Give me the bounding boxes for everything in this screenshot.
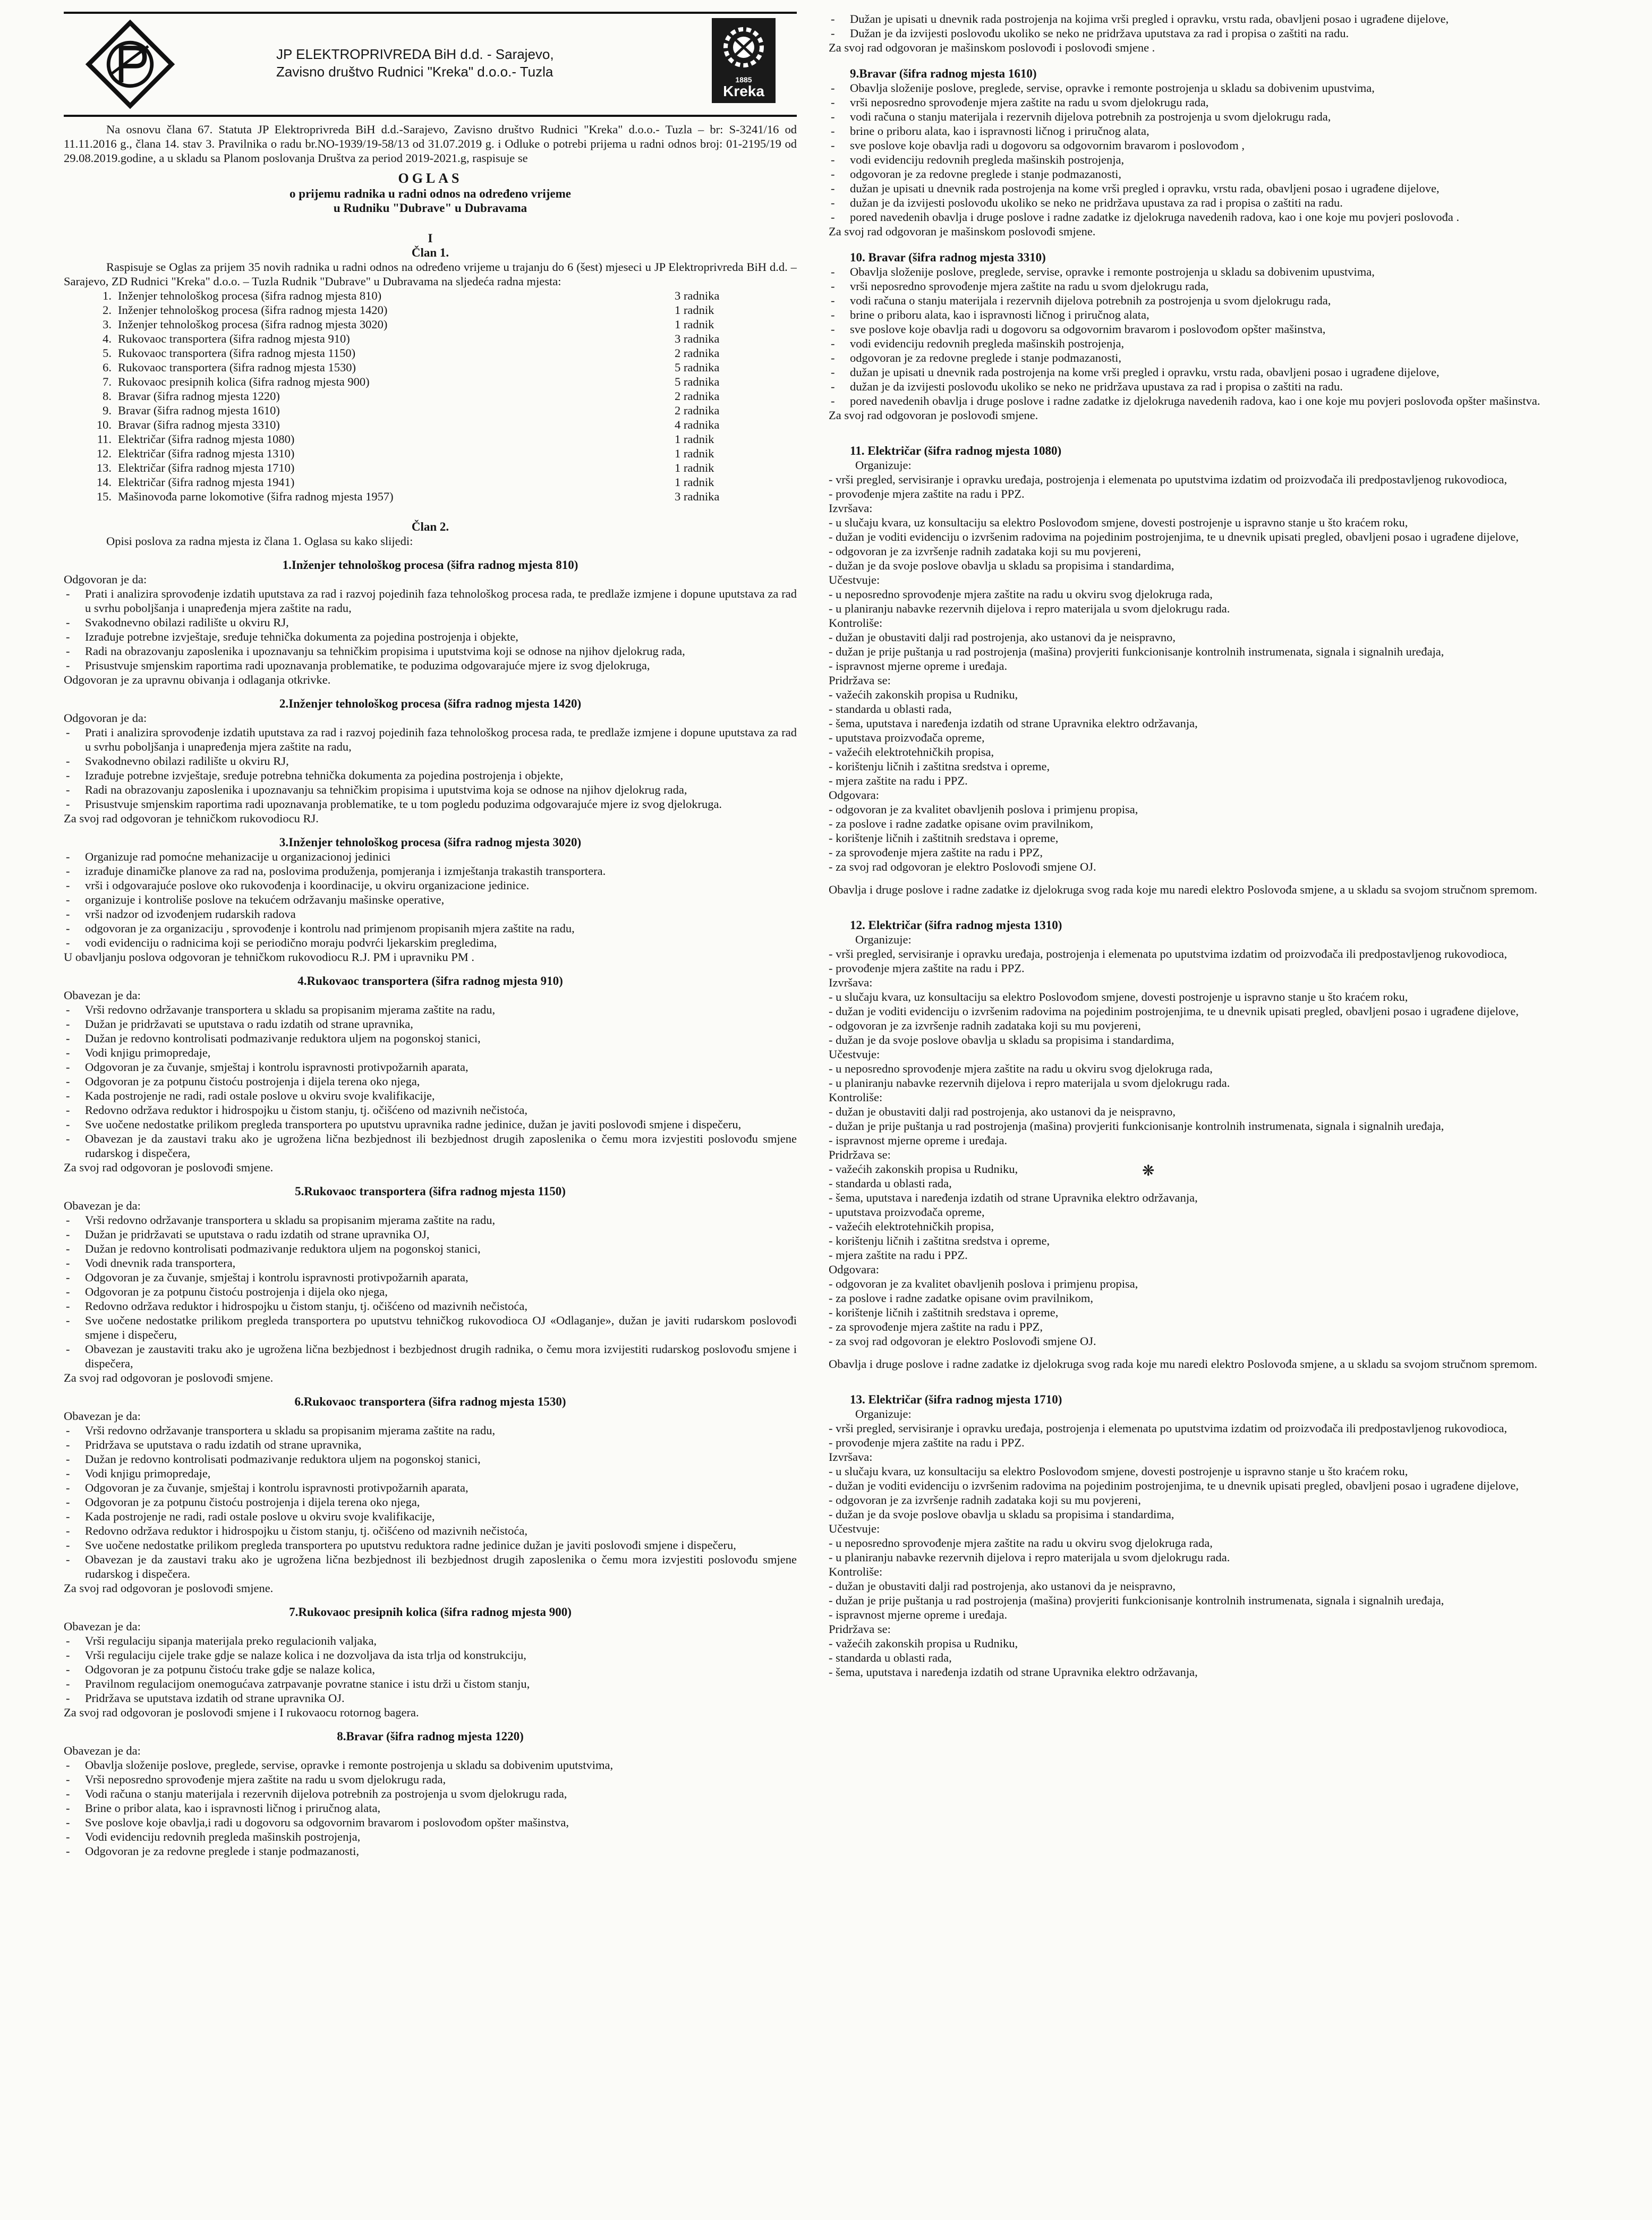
duty-item: - Pridržava se uputstava izdatih od strane upravnika OJ.	[64, 1691, 797, 1705]
duty-line: - uputstava proizvođača opreme,	[829, 731, 985, 744]
section-roman: I	[428, 232, 433, 245]
duty-item: - organizuje i kontroliše poslove na tekućem održavanju mašinske operative,	[64, 892, 797, 907]
position-count: 1 radnik	[675, 432, 714, 446]
duty-line: - vrši pregled, servisiranje i opravku uređaja, postrojenja i elemenata po uputstvima izdatim od proizvođača ili predpostavljenog rukovodioca,	[829, 947, 1508, 960]
duty-item: - dužan je upisati u dnevnik rada postrojenja na kome vrši pregled i opravku, vrstu rada, obavljeni posao i ugrađene dijelove,	[829, 181, 1583, 195]
duty-line: - standarda u oblasti rada,	[829, 1651, 952, 1664]
duty-item: - Kada postrojenje ne radi, radi ostale poslove u okviru svoje kvalifikacije,	[64, 1088, 797, 1103]
section-responsibility: Za svoj rad odgovoran je mašinskom poslovođi smjene.	[829, 225, 1096, 238]
duty-line: - korištenju ličnih i zaštitna sredstva i opreme,	[829, 1234, 1050, 1247]
position-number: 10.	[96, 418, 112, 431]
duty-line: - korištenju ličnih i zaštitna sredstva i opreme,	[829, 760, 1050, 773]
duty-line: - u planiranju nabavke rezervnih dijelova i repro materijala u svom djelokrugu rada.	[829, 602, 1230, 615]
logo-year: 1885	[735, 75, 752, 84]
position-row	[64, 346, 797, 360]
duty-item: - Radi na obrazovanju zaposlenika i upoznavanju sa tehničkim propisima i uputstvima koja se odnose na njihov djelokrug rada,	[64, 782, 797, 797]
duty-item: - Obavezan je da zaustavi traku ako je ugrožena lična bezbjednost ili bezbjednost drugih zaposlenika o čemu mora izvjestiti poslovođu smjene rudarskog i dispečera.	[64, 1552, 797, 1581]
duty-item: - vodi evidenciju o radnicima koji se periodično moraju podvrći ljekarskim pregledima,	[64, 935, 797, 950]
position-count: 1 radnik	[675, 318, 714, 331]
duty-item: - vodi računa o stanju materijala i rezervnih dijelova potrebnih za postrojenja u svom djelokrugu rada,	[829, 293, 1583, 308]
duty-item: - Vodi knjigu primopredaje,	[64, 1045, 797, 1060]
duty-line: - dužan je prije puštanja u rad postrojenja (mašina) provjeriti funkcionisanje kontrolnih instrumenata, signala i signalnih uređaja,	[829, 1119, 1444, 1133]
right-column	[829, 12, 1583, 2216]
duty-line: - šema, uputstava i naređenja izdatih od strane Upravnika elektro održavanja,	[829, 1191, 1198, 1204]
section-responsibility: Za svoj rad odgovoran je poslovođi smjene i I rukovaocu rotornog bagera.	[64, 1706, 419, 1719]
duty-line: - u slučaju kvara, uz konsultaciju sa elektro Poslovođom smjene, dovesti postrojenje u ispravno stanje u što kraćem roku,	[829, 1465, 1408, 1478]
duty-line: - dužan je voditi evidenciju o izvršenim radovima na pojedinim postrojenjima, te u dnevnik upisati pregled, obavljeni posao i ugrađene dijelove,	[829, 530, 1519, 543]
duty-line: - važećih elektrotehničkih propisa,	[829, 1220, 994, 1233]
article-2-text: Opisi poslova za radna mjesta iz člana 1. Oglasa su kako slijedi:	[106, 534, 413, 548]
position-name: Električar (šifra radnog mjesta 1710)	[118, 461, 295, 474]
duty-item: - vrši nadzor od izvođenjem rudarskih radova	[64, 907, 797, 921]
duty-item: - Brine o pribor alata, kao i ispravnosti ličnog i priručnog alata,	[64, 1801, 797, 1815]
duty-item: - Odgovoran je za čuvanje, smještaj i kontrolu ispravnosti protivpožarnih aparata,	[64, 1060, 797, 1074]
section-intro: Obavezan je da:	[64, 989, 141, 1002]
duty-item: - dužan je da izvijesti poslovođu ukoliko se neko ne pridržava upustava za rad i propisa o zaštiti na radu.	[829, 379, 1583, 394]
section-heading: 2.Inženjer tehnološkog procesa (šifra radnog mjesta 1420)	[279, 697, 582, 710]
article-1-heading: Član 1.	[411, 246, 449, 259]
duty-list	[829, 81, 1583, 224]
duty-item: - odgovoran je za redovne preglede i stanje podmazanosti,	[829, 351, 1583, 365]
position-row	[64, 389, 797, 403]
duty-line: - provođenje mjera zaštite na radu i PPZ.	[829, 1436, 1025, 1449]
duty-item: - Vrši regulaciju cijele trake gdje se nalaze kolica i ne dozvoljava da ista trlja od konstrukciju,	[64, 1648, 797, 1662]
duty-line: - za sprovođenje mjera zaštite na radu i PPZ,	[829, 846, 1043, 859]
duty-item: - vrši i odgovarajuće poslove oko rukovođenja i koordinacije, u okviru organizacione jedinice.	[64, 878, 797, 892]
left-column	[64, 12, 797, 2211]
kreka-logo	[712, 18, 776, 103]
duty-item: - odgovoran je za redovne preglede i stanje podmazanosti,	[829, 167, 1583, 181]
positions-list	[64, 288, 797, 504]
duty-item: - Dužan je redovno kontrolisati podmazivanje reduktora uljem na pogonskoj stanici,	[64, 1241, 797, 1256]
company-logo-icon	[85, 19, 175, 109]
duty-item: - Vodi knjigu primopredaje,	[64, 1466, 797, 1481]
position-row	[64, 375, 797, 389]
duty-item: - Odgovoran je za potpunu čistoću postrojenja i dijela terena oko njega,	[64, 1074, 797, 1088]
duty-line: - korištenje ličnih i zaštitnih sredstava i opreme,	[829, 1306, 1059, 1319]
duty-line: - u planiranju nabavke rezervnih dijelova i repro materijala u svom djelokrugu rada.	[829, 1551, 1230, 1564]
notice-subtitle-2: u Rudniku "Dubrave" u Dubravama	[333, 201, 527, 215]
section-heading: 10. Bravar (šifra radnog mjesta 3310)	[850, 251, 1046, 264]
position-count: 1 radnik	[675, 461, 714, 474]
duty-line: Učestvuje:	[829, 1048, 880, 1061]
notice-subtitle-1: o prijemu radnika u radni odnos na određeno vrijeme	[289, 187, 571, 200]
duty-line: - provođenje mjera zaštite na radu i PPZ.	[829, 487, 1025, 500]
duty-item: - Dužan je da izvijesti poslovođu ukoliko se neko ne pridržava uputstava za rad i propisa o zaštiti na radu.	[829, 26, 1583, 40]
duty-line: - korištenje ličnih i zaštitnih sredstava i opreme,	[829, 831, 1059, 845]
section-intro: Obavezan je da:	[64, 1620, 141, 1633]
section-responsibility: Za svoj rad odgovoran je poslovođi smjene.	[64, 1581, 274, 1595]
position-number: 13.	[96, 461, 112, 474]
header-divider	[64, 115, 797, 117]
duty-line: - standarda u oblasti rada,	[829, 702, 952, 716]
duty-line: Kontroliše:	[829, 1091, 883, 1104]
duty-line: - dužan je voditi evidenciju o izvršenim radovima na pojedinim postrojenjima, te u dnevnik upisati pregled, obavljeni posao i ugrađene dijelove,	[829, 1005, 1519, 1018]
duty-item: - Vrši redovno održavanje transportera u skladu sa propisanim mjerama zaštite na radu,	[64, 1213, 797, 1227]
position-row	[64, 475, 797, 489]
position-row	[64, 360, 797, 375]
duty-item: - Vrši redovno održavanje transportera u skladu sa propisanim mjerama zaštite na radu,	[64, 1423, 797, 1438]
duty-line: - ispravnost mjerne opreme i uređaja.	[829, 1134, 1008, 1147]
position-number: 9.	[103, 404, 112, 417]
section-responsibility: U obavljanju poslova odgovoran je tehničkom rukovodiocu R.J. PM i upravniku PM .	[64, 950, 475, 964]
duty-line: Odgovara:	[829, 788, 879, 802]
position-count: 5 radnika	[675, 361, 720, 374]
position-count: 3 radnika	[675, 490, 720, 503]
duty-item: - vrši neposredno sprovođenje mjera zaštite na radu u svom djelokrugu rada,	[829, 279, 1583, 293]
duty-line: - odgovoran je za izvršenje radnih zadataka koji su mu povjereni,	[829, 545, 1141, 558]
position-number: 15.	[96, 490, 112, 503]
duty-line: - u neposredno sprovođenje mjera zaštite na radu u okviru svog djelokruga rada,	[829, 1062, 1213, 1075]
position-name: Bravar (šifra radnog mjesta 3310)	[118, 418, 280, 431]
position-row	[64, 403, 797, 418]
duty-item: - Obavezan je da zaustavi traku ako je ugrožena lična bezbjednost ili bezbjednost drugih zaposlenika o čemu mora izvjestiti poslovođu smjene rudarskog i dispečera,	[64, 1132, 797, 1160]
position-number: 1.	[103, 289, 112, 302]
duty-item: - pored navedenih obavlja i druge poslove i radne zadatke iz djelokruga navedenih radova, kao i one koje mu povjeri poslovođa .	[829, 210, 1583, 224]
position-number: 4.	[103, 332, 112, 345]
position-number: 2.	[103, 303, 112, 317]
position-count: 1 radnik	[675, 475, 714, 489]
section-responsibility: Odgovoran je za upravnu obivanja i odlaganja otkrivke.	[64, 673, 331, 686]
duty-item: - Obavlja složenije poslove, preglede, servise, opravke i remonte postrojenja u skladu sa dobivenim upustvima,	[829, 81, 1583, 95]
duty-line: - dužan je da svoje poslove obavlja u skladu sa propisima i standardima,	[829, 1508, 1174, 1521]
duty-line: Kontroliše:	[829, 616, 883, 630]
duty-line: - u planiranju nabavke rezervnih dijelova i repro materijala u svom djelokrugu rada.	[829, 1076, 1230, 1090]
duty-line: - mjera zaštite na radu i PPZ.	[829, 774, 968, 787]
section-heading: 11. Električar (šifra radnog mjesta 1080)	[850, 444, 1062, 457]
position-name: Inženjer tehnološkog procesa (šifra radnog mjesta 1420)	[118, 303, 388, 317]
duty-line: - dužan je da svoje poslove obavlja u skladu sa propisima i standardima,	[829, 1033, 1174, 1047]
duty-item: - pored navedenih obavlja i druge poslove i radne zadatke iz djelokruga navedenih radova, kao i one koje mu povjeri poslovođa opštег mašinstva.	[829, 394, 1583, 408]
duty-item: - Sve uočene nedostatke prilikom pregleda transportera po uputstvu reduktora radne jedinice dužan je javiti poslovođi smjene i dispečeru,	[64, 1538, 797, 1552]
company-name	[276, 46, 554, 81]
letterhead	[64, 12, 797, 115]
duty-item: - sve poslove koje obavlja radi u dogovoru sa odgovornim bravarom i poslovođom ,	[829, 138, 1583, 152]
duty-item: - Svakodnevno obilazi radilište u okviru RJ,	[64, 754, 797, 768]
duty-line: - odgovoran je za kvalitet obavljenih poslova i primjenu propisa,	[829, 803, 1138, 816]
duty-item: - Obavlja složenije poslove, preglede, servise, opravke i remonte postrojenja u skladu sa dobivenim uputstvima,	[64, 1758, 797, 1772]
duty-list	[64, 1634, 797, 1705]
duty-line: - dužan je prije puštanja u rad postrojenja (mašina) provjeriti funkcionisanje kontrolnih instrumenata, signala i signalnih uređaja,	[829, 645, 1444, 658]
position-row	[64, 461, 797, 475]
position-name: Rukovaoc presipnih kolica (šifra radnog mjesta 900)	[118, 375, 370, 388]
duty-line: - standarda u oblasti rada,	[829, 1177, 952, 1190]
position-row	[64, 432, 797, 446]
duty-line: - u neposredno sprovođenje mjera zaštite na radu u okviru svog djelokruga rada,	[829, 1536, 1213, 1550]
duty-item: - Kada postrojenje ne radi, radi ostale poslove u okviru svoje kvalifikacije,	[64, 1509, 797, 1524]
section-intro: Obavezan je da:	[64, 1409, 141, 1423]
duty-list	[64, 725, 797, 811]
section-responsibility: Za svoj rad odgovoran je poslovođi smjene.	[64, 1161, 274, 1174]
company-line-2: Zavisno društvo Rudnici "Kreka" d.o.o.- Tuzla	[276, 64, 553, 80]
duty-item: - Odgovoran je za potpunu čistoću postrojenja i dijela terena oko njega,	[64, 1495, 797, 1509]
duty-item: - Dužan je pridržavati se uputstava o radu izdatih od strane upravnika OJ,	[64, 1227, 797, 1241]
duty-line: Odgovara:	[829, 1263, 879, 1276]
position-count: 5 radnika	[675, 375, 720, 388]
section-heading: 6.Rukovaoc transportera (šifra radnog mjesta 1530)	[294, 1395, 566, 1408]
duty-line: - odgovoran je za kvalitet obavljenih poslova i primjenu propisa,	[829, 1277, 1138, 1290]
duty-item: - Pravilnom regulacijom onemogućava zatrpavanje povratne stanice i istu drži u čistom stanju,	[64, 1677, 797, 1691]
duty-item: - vodi evidenciju redovnih pregleda mašinskih postrojenja,	[829, 336, 1583, 351]
position-count: 1 radnik	[675, 447, 714, 460]
duty-item: - Organizuje rad pomoćne mehanizacije u organizacionoj jedinici	[64, 849, 797, 864]
duty-line: - za svoj rad odgovoran je elektro Poslovođi smjene OJ.	[829, 1334, 1096, 1348]
duty-line: - vrši pregled, servisiranje i opravku uređaja, postrojenja i elemenata po uputstvima izdatim od proizvođača ili predpostavljenog rukovodioca,	[829, 473, 1508, 486]
duty-item: - Obavlja složenije poslove, preglede, servise, opravke i remonte postrojenja u skladu sa dobivenim upustvima,	[829, 265, 1583, 279]
section-heading: 13. Električar (šifra radnog mjesta 1710)	[850, 1393, 1062, 1406]
spacer	[829, 1348, 1583, 1357]
section-heading: 12. Električar (šifra radnog mjesta 1310)	[850, 918, 1062, 932]
section-heading: 7.Rukovaoc presipnih kolica (šifra radnog mjesta 900)	[289, 1605, 572, 1619]
intro-paragraph: Na osnovu člana 67. Statuta JP Elektroprivreda BiH d.d.-Sarajevo, Zavisno društvo Rudnici "Kreka" d.o.o.- Tuzla – br: S-3241/16 od 11.11.2016 g., člana 14. stav 3. Pravilnika o radu br.NO-1939/19-58/13 od 31.07.2019 g. i Odluke o potrebi prijema u radni odnos broj: 01-2195/19 od 29.08.2019.godine, a u skladu sa Planom poslovanja Društva za period 2019-2021.g, raspisuje se	[64, 123, 797, 165]
section-heading: 9.Bravar (šifra radnog mjesta 1610)	[850, 67, 1037, 80]
duty-item: - Radi na obrazovanju zaposlenika i upoznavanju sa tehničkim propisima i uputstvima koji se odnose na njihov djelokrug rada,	[64, 644, 797, 658]
smudge-mark-icon: ❋	[1142, 1163, 1155, 1179]
duty-item: - Izrađuje potrebne izvještaje, sređuje tehnička dokumenta za pojedina postrojenja i objekte,	[64, 630, 797, 644]
duty-list	[64, 1758, 797, 1858]
duty-item: - Izrađuje potrebne izvještaje, sređuje potrebna tehnička dokumenta za pojedina postrojenja i objekte,	[64, 768, 797, 782]
duty-line: - za svoj rad odgovoran je elektro Poslovođi smjene OJ.	[829, 860, 1096, 873]
subsection-label: Organizuje:	[855, 458, 912, 472]
duty-line: Pridržava se:	[829, 674, 891, 687]
duty-line: - dužan je obustaviti dalji rad postrojenja, ako ustanovi da je neispravno,	[829, 1105, 1176, 1118]
position-row	[64, 317, 797, 331]
section-responsibility: Za svoj rad odgovoran je poslovođi smjene.	[64, 1371, 274, 1384]
mine-gear-icon	[712, 18, 776, 74]
duty-item: - vodi evidenciju redovnih pregleda mašinskih postrojenja,	[829, 152, 1583, 167]
position-row	[64, 446, 797, 461]
duty-item: - Prati i analizira sprovođenje izdatih uputstava za rad i razvoj pojedinih faza tehnološkog procesa rada, te predlaže izmjene i dopune uputstava za rad u svrhu poboljšanja i unapređenja mjera zaštite na radu,	[64, 725, 797, 754]
position-number: 6.	[103, 361, 112, 374]
position-name: Bravar (šifra radnog mjesta 1220)	[118, 389, 280, 403]
section-responsibility: Za svoj rad odgovoran je poslovođi smjene.	[829, 409, 1038, 422]
position-name: Rukovaoc transportera (šifra radnog mjesta 1150)	[118, 346, 356, 360]
position-name: Električar (šifra radnog mjesta 1941)	[118, 475, 295, 489]
section-intro: Odgovoran je da:	[64, 573, 147, 586]
position-row	[64, 331, 797, 346]
duty-line: Učestvuje:	[829, 573, 880, 586]
position-count: 1 radnik	[675, 303, 714, 317]
duty-line: Obavlja i druge poslove i radne zadatke iz djelokruga svog rada koje mu naredi elektro Poslovođa smjene, a u skladu sa svojom stručnom spremom.	[829, 1357, 1538, 1371]
duty-item: - Redovno održava reduktor i hidrospojku u čistom stanju, tj. očišćeno od mazivnih nečistoća,	[64, 1299, 797, 1313]
section-intro: Obavezan je da:	[64, 1744, 141, 1757]
logo-name: Kreka	[723, 83, 764, 99]
article-1-text: Raspisuje se Oglas za prijem 35 novih radnika u radni odnos na određeno vrijeme u trajanju do 6 (šest) mjeseci u JP Elektroprivreda BiH d.d. – Sarajevo, ZD Rudnici "Kreka" d.o.o. – Tuzla Rudnik "Dubrave" u Dubravama na sljedeća radna mjesta:	[64, 260, 797, 288]
position-count: 2 radnika	[675, 404, 720, 417]
elektricar-descriptions	[829, 444, 1583, 1679]
article-2-heading: Član 2.	[411, 520, 449, 533]
duty-line: - odgovoran je za izvršenje radnih zadataka koji su mu povjereni,	[829, 1019, 1141, 1032]
section-heading: 5.Rukovaoc transportera (šifra radnog mjesta 1150)	[295, 1185, 566, 1198]
position-name: Inženjer tehnološkog procesa (šifra radnog mjesta 810)	[118, 289, 382, 302]
continued-list	[829, 12, 1583, 40]
duty-line: - dužan je da svoje poslove obavlja u skladu sa propisima i standardima,	[829, 559, 1174, 572]
duty-list	[64, 1213, 797, 1371]
duty-line: Pridržava se:	[829, 1622, 891, 1636]
position-count: 3 radnika	[675, 332, 720, 345]
duty-line: - uputstava proizvođača opreme,	[829, 1205, 985, 1219]
duty-line: Pridržava se:	[829, 1148, 891, 1161]
position-name: Inženjer tehnološkog procesa (šifra radnog mjesta 3020)	[118, 318, 388, 331]
duty-line: Učestvuje:	[829, 1522, 880, 1535]
continued-responsibility: Za svoj rad odgovoran je mašinskom poslovođi i poslovođi smjene .	[829, 41, 1155, 54]
duty-line: - važećih elektrotehničkih propisa,	[829, 745, 994, 759]
section-heading: 8.Bravar (šifra radnog mjesta 1220)	[337, 1730, 524, 1743]
duty-item: - Prisustvuje smjenskim raportima radi upoznavanja problematike, te u tom pogledu poduzima odgovarajuće mjere iz svog djelokruga.	[64, 797, 797, 811]
position-name: Mašinovođa parne lokomotive (šifra radnog mjesta 1957)	[118, 490, 394, 503]
position-row	[64, 418, 797, 432]
duty-line: - dužan je obustaviti dalji rad postrojenja, ako ustanovi da je neispravno,	[829, 631, 1176, 644]
duty-list	[64, 1423, 797, 1581]
duty-list	[64, 1002, 797, 1160]
position-name: Električar (šifra radnog mjesta 1080)	[118, 432, 295, 446]
duty-line: Izvršava:	[829, 1450, 873, 1464]
duty-item: - Odgovoran je za čuvanje, smještaj i kontrolu ispravnosti protivpožarnih aparata,	[64, 1481, 797, 1495]
duty-line: - odgovoran je za izvršenje radnih zadataka koji su mu povjereni,	[829, 1493, 1141, 1507]
duty-line: - vrši pregled, servisiranje i opravku uređaja, postrojenja i elemenata po uputstvima izdatim od proizvođača ili predpostavljenog rukovodioca,	[829, 1422, 1508, 1435]
duty-item: - Redovno održava reduktor i hidrospojku u čistom stanju, tj. očišćeno od mazivnih nečistoća,	[64, 1103, 797, 1117]
duty-line: - dužan je voditi evidenciju o izvršenim radovima na pojedinim postrojenjima, te u dnevnik upisati pregled, obavljeni posao i ugrađene dijelove,	[829, 1479, 1519, 1492]
duty-line: - dužan je prije puštanja u rad postrojenja (mašina) provjeriti funkcionisanje kontrolnih instrumenata, signala i signalnih uređaja,	[829, 1594, 1444, 1607]
duty-item: - brine o priboru alata, kao i ispravnosti ličnog i priručnog alata,	[829, 308, 1583, 322]
duty-line: Kontroliše:	[829, 1565, 883, 1578]
duty-item: - sve poslove koje obavlja radi u dogovoru sa odgovornim bravarom i poslovođom opštег mašinstva,	[829, 322, 1583, 336]
duty-item: - Prisustvuje smjenskim raportima radi upoznavanja problematike, te poduzima odgovarajuće mjere iz svog djelokruga,	[64, 658, 797, 673]
duty-line: - dužan je obustaviti dalji rad postrojenja, ako ustanovi da je neispravno,	[829, 1579, 1176, 1593]
duty-line: - za poslove i radne zadatke opisane ovim pravilnikom,	[829, 1291, 1093, 1305]
position-number: 14.	[96, 475, 112, 489]
position-count: 2 radnika	[675, 346, 720, 360]
duty-item: - Vodi računa o stanju materijala i rezervnih dijelova potrebnih za postrojenja u svom djelokrugu rada,	[64, 1787, 797, 1801]
duty-list	[64, 849, 797, 950]
position-name: Rukovaoc transportera (šifra radnog mjesta 910)	[118, 332, 350, 345]
duty-item: - dužan je upisati u dnevnik rada postrojenja na kome vrši pregled i opravku, vrstu rada, obavljeni posao i ugrađene dijelove,	[829, 365, 1583, 379]
duty-item: - Dužan je pridržavati se uputstava o radu izdatih od strane upravnika,	[64, 1017, 797, 1031]
bravar-descriptions	[829, 66, 1583, 422]
position-number: 3.	[103, 318, 112, 331]
duty-list	[64, 586, 797, 673]
duty-item: - brine o priboru alata, kao i ispravnosti ličnog i priručnog alata,	[829, 124, 1583, 138]
duty-item: - Pridržava se uputstava o radu izdatih od strane upravnika,	[64, 1438, 797, 1452]
duty-item: - Obavezan je zaustaviti traku ako je ugrožena lična bezbjednost i bezbjednost drugih radnika, o čemu mora izvijestiti rudarskog poslovođu smjene i dispečera,	[64, 1342, 797, 1371]
duty-item: - Vrši regulaciju sipanja materijala preko regulacionih valjaka,	[64, 1634, 797, 1648]
position-name: Električar (šifra radnog mjesta 1310)	[118, 447, 295, 460]
duty-list	[829, 265, 1583, 408]
duty-line: - za sprovođenje mjera zaštite na radu i PPZ,	[829, 1320, 1043, 1333]
position-number: 7.	[103, 375, 112, 388]
position-name: Bravar (šifra radnog mjesta 1610)	[118, 404, 280, 417]
duty-line: - ispravnost mjerne opreme i uređaja.	[829, 1608, 1008, 1621]
company-line-1: JP ELEKTROPRIVREDA BiH d.d. - Sarajevo,	[276, 46, 554, 62]
duty-item: - dužan je da izvijesti poslovođu ukoliko se neko ne pridržava upustava za rad i propisa o zaštiti na radu.	[829, 195, 1583, 210]
duty-line: - u neposredno sprovođenje mjera zaštite na radu u okviru svog djelokruga rada,	[829, 588, 1213, 601]
subsection-label: Organizuje:	[855, 933, 912, 946]
spacer	[829, 874, 1583, 882]
duty-item: - Dužan je redovno kontrolisati podmazivanje reduktora uljem na pogonskoj stanici,	[64, 1031, 797, 1045]
section-responsibility: Za svoj rad odgovoran je tehničkom rukovodiocu RJ.	[64, 812, 319, 825]
duty-item: - Vrši redovno održavanje transportera u skladu sa propisanim mjerama zaštite na radu,	[64, 1002, 797, 1017]
duty-line: - ispravnost mjerne opreme i uređaja.	[829, 659, 1008, 673]
duty-line: - važećih zakonskih propisa u Rudniku,	[829, 688, 1018, 701]
duty-line: Izvršava:	[829, 976, 873, 989]
position-count: 2 radnika	[675, 389, 720, 403]
position-number: 11.	[97, 432, 112, 446]
section-heading: 3.Inženjer tehnološkog procesa (šifra radnog mjesta 3020)	[279, 836, 582, 849]
position-count: 4 radnika	[675, 418, 720, 431]
subsection-label: Organizuje:	[855, 1407, 912, 1421]
section-intro: Odgovoran je da:	[64, 711, 147, 725]
duty-line: - mjera zaštite na radu i PPZ.	[829, 1248, 968, 1262]
position-number: 8.	[103, 389, 112, 403]
duty-line: - za poslove i radne zadatke opisane ovim pravilnikom,	[829, 817, 1093, 830]
duty-line: - šema, uputstava i naređenja izdatih od strane Upravnika elektro održavanja,	[829, 717, 1198, 730]
duty-item: - Odgovoran je za potpunu čistoću trake gdje se nalaze kolica,	[64, 1662, 797, 1677]
section-heading: 1.Inženjer tehnološkog procesa (šifra radnog mjesta 810)	[282, 558, 578, 572]
notice-title: OGLAS	[398, 171, 463, 186]
duty-item: - Odgovoran je za redovne preglede i stanje podmazanosti,	[64, 1844, 797, 1858]
position-name: Rukovaoc transportera (šifra radnog mjesta 1530)	[118, 361, 356, 374]
duty-item: - Dužan je redovno kontrolisati podmazivanje reduktora uljem na pogonskoj stanici,	[64, 1452, 797, 1466]
duty-item: - izrađuje dinamičke planove za rad na, poslovima produženja, pomjeranja i izmještanja trakastih transportera.	[64, 864, 797, 878]
position-row	[64, 303, 797, 317]
duty-line: - važećih zakonskih propisa u Rudniku,	[829, 1637, 1018, 1650]
duty-line: - provođenje mjera zaštite na radu i PPZ.	[829, 962, 1025, 975]
duty-item: - Vodi dnevnik rada transportera,	[64, 1256, 797, 1270]
duty-line: - važećih zakonskih propisa u Rudniku,	[829, 1162, 1018, 1176]
position-row	[64, 489, 797, 504]
position-number: 12.	[96, 447, 112, 460]
duty-line: Obavlja i druge poslove i radne zadatke iz djelokruga svog rada koje mu naredi elektro Poslovođa smjene, a u skladu sa svojom stručnom spremom.	[829, 883, 1538, 896]
duty-item: - vodi računa o stanju materijala i rezervnih dijelova potrebnih za postrojenja u svom djelokrugu rada,	[829, 109, 1583, 124]
section-intro: Obavezan je da:	[64, 1199, 141, 1212]
duty-line: Izvršava:	[829, 501, 873, 515]
duty-item: - vrši neposredno sprovođenje mjera zaštite na radu u svom djelokrugu rada,	[829, 95, 1583, 109]
duty-line: - šema, uputstava i naređenja izdatih od strane Upravnika elektro održavanja,	[829, 1665, 1198, 1679]
left-job-descriptions	[64, 558, 797, 1858]
duty-item: - odgovoran je za organizaciju , sprovođenje i kontrolu nad primjenom propisanih mjera zaštite na radu,	[64, 921, 797, 935]
duty-item: - Sve poslove koje obavlja,i radi u dogovoru sa odgovornim bravarom i poslovođom opštег mašinstva,	[64, 1815, 797, 1830]
duty-item: - Sve uočene nedostatke prilikom pregleda transportera po uputstvu tehničkog rukovodioca OJ «Odlaganje», dužan je javiti rudarskom poslovođi smjene i dispečeru,	[64, 1313, 797, 1342]
duty-item: - Prati i analizira sprovođenje izdatih uputstava za rad i razvoj pojedinih faza tehnološkog procesa rada, te predlaže izmjene i dopune uputstava za rad u svrhu poboljšanja i unapređenja mjera zaštite na radu,	[64, 586, 797, 615]
position-number: 5.	[103, 346, 112, 360]
duty-item: - Redovno održava reduktor i hidrospojku u čistom stanju, tj. očišćeno od mazivnih nečistoća,	[64, 1524, 797, 1538]
duty-item: - Dužan je upisati u dnevnik rada postrojenja na kojima vrši pregled i opravku, vrstu rada, obavljeni posao i ugrađene dijelove,	[829, 12, 1583, 26]
section-heading: 4.Rukovaoc transportera (šifra radnog mjesta 910)	[297, 974, 563, 988]
duty-item: - Odgovoran je za čuvanje, smještaj i kontrolu ispravnosti protivpožarnih aparata,	[64, 1270, 797, 1285]
position-count: 3 radnika	[675, 289, 720, 302]
duty-item: - Vodi evidenciju redovnih pregleda mašinskih postrojenja,	[64, 1830, 797, 1844]
duty-item: - Vrši neposredno sprovođenje mjera zaštite na radu u svom djelokrugu rada,	[64, 1772, 797, 1787]
duty-item: - Odgovoran je za potpunu čistoću postrojenja i dijela oko njega,	[64, 1285, 797, 1299]
duty-line: - u slučaju kvara, uz konsultaciju sa elektro Poslovođom smjene, dovesti postrojenje u ispravno stanje u što kraćem roku,	[829, 990, 1408, 1003]
duty-item: - Sve uočene nedostatke prilikom pregleda transportera po uputstvu upravnika radne jedinice, dužan je javiti poslovođi smjene i dispečeru,	[64, 1117, 797, 1132]
position-row	[64, 288, 797, 303]
duty-line: - u slučaju kvara, uz konsultaciju sa elektro Poslovođom smjene, dovesti postrojenje u ispravno stanje u što kraćem roku,	[829, 516, 1408, 529]
duty-item: - Svakodnevno obilazi radilište u okviru RJ,	[64, 615, 797, 630]
